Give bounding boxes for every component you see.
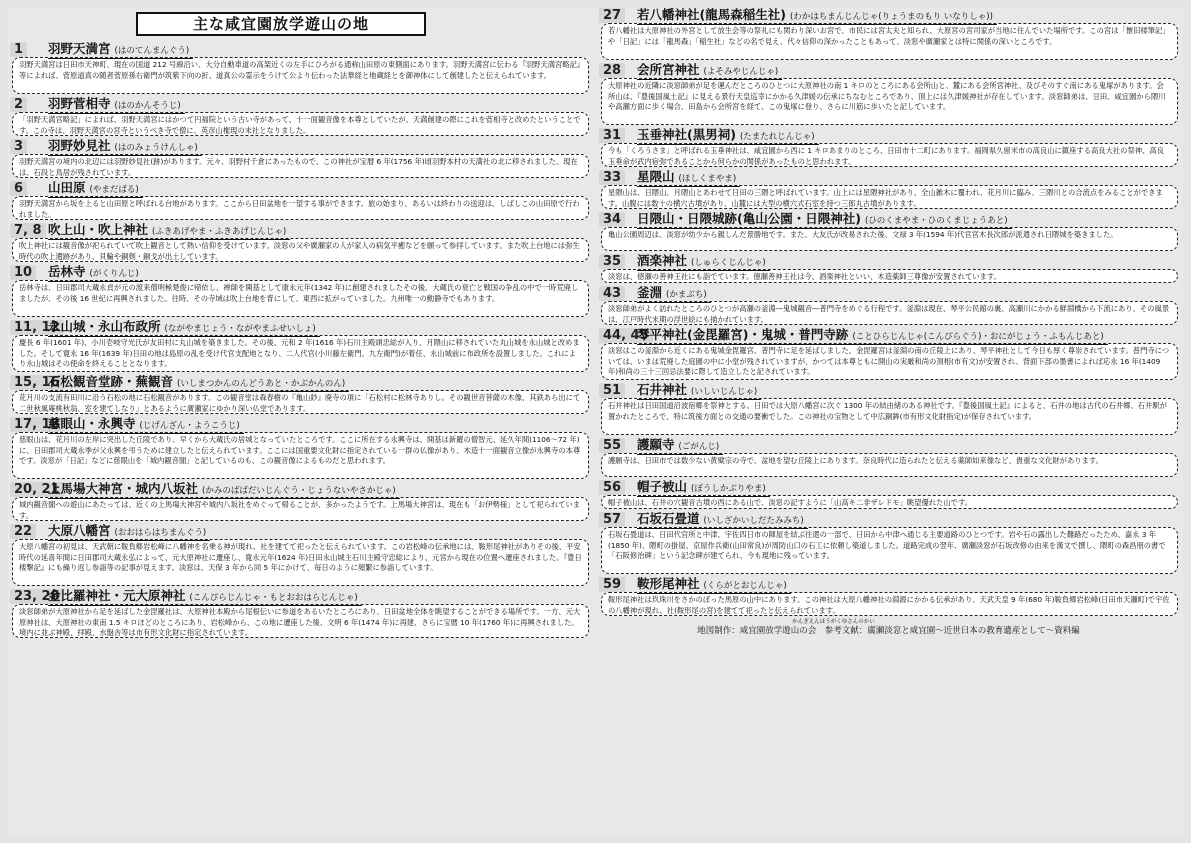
site-entry: [8, 181, 591, 220]
right-column: [597, 8, 1180, 637]
site-reading: (しゅらくじんじゃ): [691, 258, 766, 268]
site-name-heading: [48, 42, 193, 59]
site-name-heading: [48, 482, 400, 499]
site-reading: (ぼうしかぶりやま): [691, 484, 766, 494]
site-description: 岳林寺は、日田郡司大蔵永貞が元の渡来僧明極楚俊に帰依し、禅師を開基として康永元年(1342 年)に創建されましたその後、大蔵氏の衰亡と戦国の争乱の中で一時荒廃しましたが、その後 16 世紀に再興されました。往時、その寺域は吹上台地を背にして、東西に拡がっていました。九州唯一の動静寺でもあります。: [12, 280, 589, 317]
site-entry-header: [8, 417, 591, 432]
site-name-heading: [48, 589, 362, 606]
site-name-heading: [48, 417, 244, 434]
site-description: 淡窓は、徳瀬の善神王社にも詣でています。徳瀬善神王社は今、酒楽神社といい、木造薬師三尊像が安置されています。: [601, 269, 1178, 283]
site-name-heading: [637, 254, 770, 271]
site-entry-header: [8, 223, 591, 238]
site-name: 大原八幡宮: [48, 523, 111, 538]
site-entry: [8, 524, 591, 586]
site-name: 石坂石畳道: [637, 511, 700, 526]
site-reading: (やまだばる): [89, 185, 139, 195]
site-number: 34: [599, 212, 625, 227]
site-reading: (こんぴらじんじゃ・もとおおはらじんじゃ): [189, 593, 358, 603]
site-reading: (おおはらはちまんぐう): [114, 528, 207, 538]
site-number: 7, 8: [10, 223, 46, 238]
site-name: 玉垂神社(黒男祠): [637, 127, 736, 142]
site-reading: (はのてんまんぐう): [114, 46, 190, 56]
site-entry-header: [597, 512, 1180, 527]
site-name-heading: [48, 320, 320, 337]
site-name-heading: [637, 577, 791, 594]
site-entry: [597, 254, 1180, 283]
site-entry-header: [8, 97, 591, 112]
site-name: 山田原: [48, 180, 86, 195]
site-name-heading: [48, 223, 290, 240]
site-name-heading: [637, 286, 711, 303]
site-description: 大原八幡宮の初見は、天武朝に鞍負郷岩松峰に八幡神を名乗る神が現れ、社を建てて祀ったと伝えられています。この岩松峰の伝承地には、鞍形尾神社がありその後、平安時代の延喜年間に日田郡司大蔵永弘によって、元大原神社に遷座し、寛永元年(1624 年)日田永山城主石川主殿守忠総により、元宮から現在の位置へ遷座されました。『豊日楼撃記』にも繰り返し参詣等の記事が見えます。淡窓は、天保 3 年から同 5 年にかけて、毎日のように頻繁に参詣しています。: [12, 539, 589, 586]
site-reading: (わかはちまんじんじゃ(りょうまのもり いなりしゃ)): [789, 12, 993, 22]
site-number: 33: [599, 170, 625, 185]
site-number: 10: [10, 265, 36, 280]
site-entry: [8, 482, 591, 521]
site-name: 会所宮神社: [637, 62, 700, 77]
site-entry: [597, 438, 1180, 477]
site-description: 淡窓師弟が大原神社から足を延ばした金毘羅社は、大原神社本殿から尾根伝いに参道をあるいたところにあり、日田盆地全体を眺望することができる場所です。一方、元大原神社は、大原神社の東南 1.5 キロほどのところにあり、岩松峰から、この地に遷座した後、文明 6 年(1474 年)に再建、さらに宝暦 10 年(1760 年)に再興されました。境内に並ぶ神殿、拝殿、水盤舎等は市有形文化財に指定されています。: [12, 604, 589, 638]
site-entry-header: [597, 63, 1180, 78]
site-name: 酒楽神社: [637, 253, 688, 268]
site-entry-header: [597, 128, 1180, 143]
site-description: 城内観音閣への遊山にあたっては、近くの上馬場大神宮や城内八坂社をめぐって帰ることが、多かったようです。上馬場大神宮は、現在も「お伊勢様」として祀られています。: [12, 497, 589, 521]
site-description: 羽野天満宮から坂を上ると山田原と呼ばれる台地があります。ここから日田盆地を一望する事ができます。旅の始まり、あるいは終わりの送迎は、しばしこの山田原で行われました。: [12, 196, 589, 220]
site-name: 吹上山・吹上神社: [48, 222, 149, 237]
site-name: 鞍形尾神社: [637, 576, 700, 591]
site-description: 淡窓はこの釜淵から近くにある鬼城金毘羅宮、普門寺に足を延ばしました。金毘羅宮は釜淵の南の丘陵上にあり、琴平神社として今日も厚く尊崇されています。普門寺については、いまは荒廃した庭園の中に小堂が残されていますが、かつては本尊ともに開山の実厳和尚の頂相(市有文)が安置され、背面下部の墨書によれば応永 16 年(1409 年)和尚の三十三回忌法要に際して造立したと記されています。: [601, 343, 1178, 380]
site-entry: [597, 383, 1180, 435]
site-description: 慶長 6 年(1601 年)、小川壱岐守光氏が友田村に丸山城を築きました。その後、元和 2 年(1616 年)石川主殿頭忠総が入り、月隈山に移されていた丸山城を永山城と改めました。そして寛永 16 年(1639 年)日田の地は島原の乱を受け代官支配地となり、二人代官(小川藤左衛門、九左衛門)が着任、永山城前に布政所を設置しました。これにより永山城はその使命を終えることとなります。: [12, 335, 589, 372]
site-name-heading: [637, 438, 723, 455]
footer-text: 地図制作：咸宜園放学遊山の会 参考文献：廣瀬淡窓と咸宜園〜近世日本の教育遺産として〜資料編: [697, 626, 1080, 636]
site-name: 琴平神社(金毘羅宮)・鬼城・普門寺跡: [637, 327, 849, 342]
site-description: 星隈山は、日隈山、月隈山とあわせて日田の三隈と呼ばれています。山上には星隈神社があり、全山雑木に覆われ、花月川に臨み、三隈川との合流点をみることができます。山腹には数十の横穴古墳があり、山麓には大型の横穴式石室を持つ三郎丸古墳があります。: [601, 185, 1178, 209]
site-entry: [8, 589, 591, 638]
site-entry-header: [8, 181, 591, 196]
site-description: 亀山公園周辺は、淡窓が幼少から親しんだ景勝地です。また、大友氏が改易された後、文禄 3 年(1594 年)代官宮木長次郎が派遣され日隈城を築きました。: [601, 227, 1178, 251]
site-entry-header: [597, 8, 1180, 23]
site-entry-header: [597, 254, 1180, 269]
site-entry: [8, 42, 591, 94]
site-number: 31: [599, 128, 625, 143]
site-entry: [597, 170, 1180, 209]
site-name-heading: [48, 265, 143, 282]
site-name: 若八幡神社(龍馬森稲生社): [637, 7, 786, 22]
site-reading: (たまたれじんじゃ): [739, 132, 815, 142]
site-description: 羽野天満宮の境内の北辺には羽野妙見社(跡)があります。元々、羽野村千倉にあったもので、この神社が宝暦 6 年(1756 年)頃羽野本村の天満社の北に移されました。現在は、石段と鳥居が残されています。: [12, 154, 589, 178]
site-name-heading: [48, 97, 185, 114]
site-entry-header: [8, 589, 591, 604]
site-name-heading: [48, 524, 210, 541]
site-entry-header: [8, 139, 591, 154]
site-description: 今も「くろうさま」と呼ばれる玉垂神社は、咸宜園から西に 1 キロあまりのところ、日田市十二町にあります。福岡県久留米市の高良山に鎮座する高良大社の祭神、高良玉垂命が武内宿弥であることから何らかの関係があったものと思われます。: [601, 143, 1178, 167]
site-number: 17, 18: [10, 417, 64, 432]
site-number: 56: [599, 480, 625, 495]
site-entry: [597, 512, 1180, 574]
site-entry-header: [597, 212, 1180, 227]
site-number: 6: [10, 181, 27, 196]
site-name: 岳林寺: [48, 264, 86, 279]
site-name: 羽野天満宮: [48, 41, 111, 56]
site-entry: [8, 139, 591, 178]
main-title: 主な咸宜園放学遊山の地: [136, 12, 426, 36]
site-entry: [597, 328, 1180, 380]
site-entry-header: [8, 375, 591, 390]
site-entry-header: [597, 480, 1180, 495]
site-reading: (はのかんそうじ): [114, 101, 181, 111]
site-name: 帽子被山: [637, 479, 688, 494]
site-name: 釜淵: [637, 285, 663, 300]
site-entry: [597, 8, 1180, 60]
site-description: 護願寺は、日田市では数少ない黄檗宗の寺で、盆地を望む丘陵上にあります。奈良時代に造られたと伝える薬師如来像など、貴重な文化財があります。: [601, 453, 1178, 477]
site-number: 23, 26: [10, 589, 64, 604]
site-number: 20, 21: [10, 482, 64, 497]
site-description: 「羽野天満宮略記」によれば、羽野天満宮にはかつて円福院という古い寺があって、十一面観音像を本尊としていたが、天満創建の際にこれを菅相寺と改めたということです。この寺は、羽野天満宮の宮寺というべき寺で僧に、英彦山権現の末社となりました。: [12, 112, 589, 136]
site-entry-header: [597, 383, 1180, 398]
site-name-heading: [637, 63, 782, 80]
site-entry-header: [597, 328, 1180, 343]
site-reading: (がくりんじ): [89, 269, 139, 279]
site-reading: (ながやまじょう・ながやまふせいしょ): [164, 324, 316, 334]
site-number: 27: [599, 8, 625, 23]
site-number: 1: [10, 42, 27, 57]
site-description: 慈眼山は、花月川の左岸に突出した丘陵であり、早くから大蔵氏の居城となっていたところです。ここに所在する永興寺は、開基は新羅の僧智元、延久年間(1106〜72 年)に、日田郡司大蔵永季が父永興を弔うために建立したと伝えられています。ここには国重要文化財に指定されている一群の仏像があり、木造十一面観音立像が永興寺の本尊です。淡窓が「日記」などに慈眼山を「城内観音閣」と記しているのも、この観音像によるものだと思われます。: [12, 432, 589, 479]
site-name: 羽野妙見社: [48, 138, 111, 153]
site-entry-header: [8, 320, 591, 335]
site-reading: (いしまつかんのんどうあと・かぶかんのん): [177, 379, 346, 389]
site-entry-header: [8, 482, 591, 497]
site-name: 永山城・永山布政所: [48, 319, 161, 334]
site-number: 11, 12: [10, 320, 64, 335]
footer-credits: [597, 619, 1180, 637]
site-name-heading: [637, 170, 740, 187]
site-number: 2: [10, 97, 27, 112]
site-reading: (ひのくまやま・ひのくまじょうあと): [864, 216, 1008, 226]
site-reading: (かみのばばだいじんぐう・じょうないやさかじゃ): [202, 486, 396, 496]
site-description: 石坂石畳道は、日田代官所と中津、宇佐四日市の陣屋を結ぶ往還の一部で、日田から中津へ通じる主要道路のひとつです。岩や石の露出した難路だったため、嘉永 3 年(1850 年)、隈町の掛屋、京屋作兵衛(山田常良)が周防山口の石工に依頼し築道しました。道路完成の翌年、廣瀬淡窓が石坂改修の由来を漢文で撰し、隈町の森昌朋の書で「石阪修治碑」という記念碑が建てられ、今も現地に残っています。: [601, 527, 1178, 574]
site-description: 花月川の支流有田川に沿う石松の地に石松観音があります。この観音堂は森春樹の『亀山鈔』廃寺の項に「石松村に松林寺ありし。その観世音菩薩の木像、其鉄あら出にて二世秋風庵桃秋翁、室を建てしなり」とあるように廣瀬家にゆかり深い仏堂であります。: [12, 390, 589, 414]
site-entry-header: [597, 577, 1180, 592]
site-entry: [8, 375, 591, 414]
site-name: 星隈山: [637, 169, 675, 184]
site-reading: (よそみやじんじゃ): [703, 67, 779, 77]
site-description: 羽野天満宮は日田市天神町、現在の国道 212 号線沿い、大分自動車道の高架近くの左手にひろがる通称山田原の東側面にあります。羽野天満宮に伝わる『羽野天満宮略記』等によれば、菅原道真の随者菅原孫右衛門が筑紫下向の折、道真公の霊示をうけて公より伝わった法華経と地蔵経とを御神体にして創建したと伝えられています。: [12, 57, 589, 94]
site-name-heading: [637, 128, 819, 145]
site-reading: (かまぶち): [666, 290, 707, 300]
site-name: 金比羅神社・元大原神社: [48, 588, 186, 603]
site-name-heading: [637, 480, 770, 497]
site-reading: (じげんざん・ようこうじ): [139, 421, 240, 431]
site-description: 大原神社の近隣に淡窓師弟が足を運んだところのひとつに大原神社の南 1 キロのところにある会所山と、麓にある会所宮神社、及びそのすぐ南にある鬼塚があります。会所山は、『豊後国風土記』に見える景行天皇巡幸にかかる久津媛の伝承にちなむところであり、頂上には久津媛神社が存在しています。淡窓師弟は、豆田、咸宜園から隈川や高瀬方面に歩く場合、田島から会所宮を経て、この鬼塚に登り、さらに川筋に歩いたと記しています。: [601, 78, 1178, 125]
site-name: 羽野菅相寺: [48, 96, 111, 111]
site-name-heading: [637, 212, 1012, 229]
site-name-heading: [637, 8, 997, 25]
site-name-heading: [637, 383, 761, 400]
site-name-heading: [48, 139, 202, 156]
site-reading: (いしいじんじゃ): [691, 387, 758, 397]
site-reading: (ほしくまやま): [678, 174, 737, 184]
site-name: 護願寺: [637, 437, 675, 452]
site-number: 3: [10, 139, 27, 154]
site-number: 51: [599, 383, 625, 398]
site-entry-header: [597, 170, 1180, 185]
site-entry-header: [8, 265, 591, 280]
site-number: 22: [10, 524, 36, 539]
site-number: 57: [599, 512, 625, 527]
site-number: 59: [599, 577, 625, 592]
site-entry: [8, 265, 591, 317]
site-entry: [8, 223, 591, 262]
site-description: 淡窓師弟がよく訪れたところのひとつが高瀬の釜淵―鬼城観音―普門寺をめぐる行程です。釜淵は現在、琴平公民館の裏、高瀬川にかかる鮮淵橋から下流にあり、その風景は、江戸時代末期の浮世絵にも描かれています。: [601, 301, 1178, 325]
site-entry: [8, 417, 591, 479]
site-name: 慈眼山・永興寺: [48, 416, 136, 431]
site-description: 石井神社は日田国道沿波宿郷を祭神とする。日田では大原八幡宮に次ぐ 1300 年の結由緒のある神社です。『豊後国風土記』によると、石井の地は古代の石井郷、石井駅が置かれたところで、特に筑後方面との交通の要衝でした。この神社の宝物として中広銅鉾(市有形文化財指定)が保存されています。: [601, 398, 1178, 435]
site-description: 鞍形尾神社は玖珠川をさかのぼった馬原の山中にあります。この神社は大原八幡神社の淵源にかかる伝承があり、天武天皇 9 年(680 年)鞍負郷岩松峰(日田市天瀬町)で宇佐の八幡神が現れ、社(鞍形尾の宮)を建てて祀ったと伝えられています。: [601, 592, 1178, 616]
site-name: 日隈山・日隈城跡(亀山公園・日隈神社): [637, 211, 861, 226]
site-reading: (いしざかいしだたみみち): [703, 516, 804, 526]
site-entry-header: [597, 438, 1180, 453]
site-number: 43: [599, 286, 625, 301]
site-number: 55: [599, 438, 625, 453]
site-name: 石井神社: [637, 382, 688, 397]
site-name-heading: [637, 512, 808, 529]
site-entry: [597, 128, 1180, 167]
site-number: 35: [599, 254, 625, 269]
site-description: 帽子被山は、石井の穴観音古墳の西にある山で、淡窓の記すように「山高キ二非ザレドモ」眺望優れた山です。: [601, 495, 1178, 509]
site-entry: [8, 320, 591, 372]
site-entry: [597, 480, 1180, 509]
site-entry: [597, 212, 1180, 251]
site-number: 15, 16: [10, 375, 64, 390]
site-number: 44, 45: [599, 328, 653, 343]
site-reading: (ごがんじ): [678, 442, 720, 452]
site-reading: (はのみょうけんしゃ): [114, 143, 198, 153]
site-name-heading: [637, 328, 1108, 345]
site-description: 吹上神社には観音像が祀られていて吹上観音として熱い信仰を受けています。淡窓の父や廣瀬家の人が家人の病気平癒などを願って参拝しています。また吹上台地には弥生時代の吹上遺跡があり、貝輪や銅剣・銅戈が出土しています。: [12, 238, 589, 262]
site-name: 石松観音堂跡・蕪観音: [48, 374, 174, 389]
site-entry: [597, 577, 1180, 616]
site-reading: (くらがとおじんじゃ): [703, 581, 787, 591]
site-entry: [597, 63, 1180, 125]
site-name: 上馬場大神宮・城内八坂社: [48, 481, 199, 496]
footer-ruby: かんぎえんほうがくゆさんのかい: [792, 619, 875, 625]
site-name-heading: [48, 375, 349, 392]
site-reading: (ふきあげやま・ふきあげじんじゃ): [152, 227, 287, 237]
site-number: 28: [599, 63, 625, 78]
site-description: 若八幡社は大原神社の外宮として放生会等の祭礼にも関わり深いお宮で、市民には宮太夫と知られ、大原宮の宮司家が当地に住んでいた場所です。この宮は「懐旧楼筆記」や「日記」には「龍馬森」「稲生社」などの名で見え、代々信仰の深かったこともあって、淡窓や廣瀬家とは特に関係の深いところです。: [601, 23, 1178, 60]
site-reading: (ことひらじんじゃ(こんぴらぐう)・おにがじょう・ふもんじあと): [852, 332, 1104, 342]
site-entry-header: [597, 286, 1180, 301]
site-entry: [8, 97, 591, 136]
site-name-heading: [48, 181, 143, 198]
site-entry-header: [8, 42, 591, 57]
site-entry-header: [8, 524, 591, 539]
left-column: [8, 8, 591, 641]
site-entry: [597, 286, 1180, 325]
map-document-page: [8, 8, 1183, 838]
